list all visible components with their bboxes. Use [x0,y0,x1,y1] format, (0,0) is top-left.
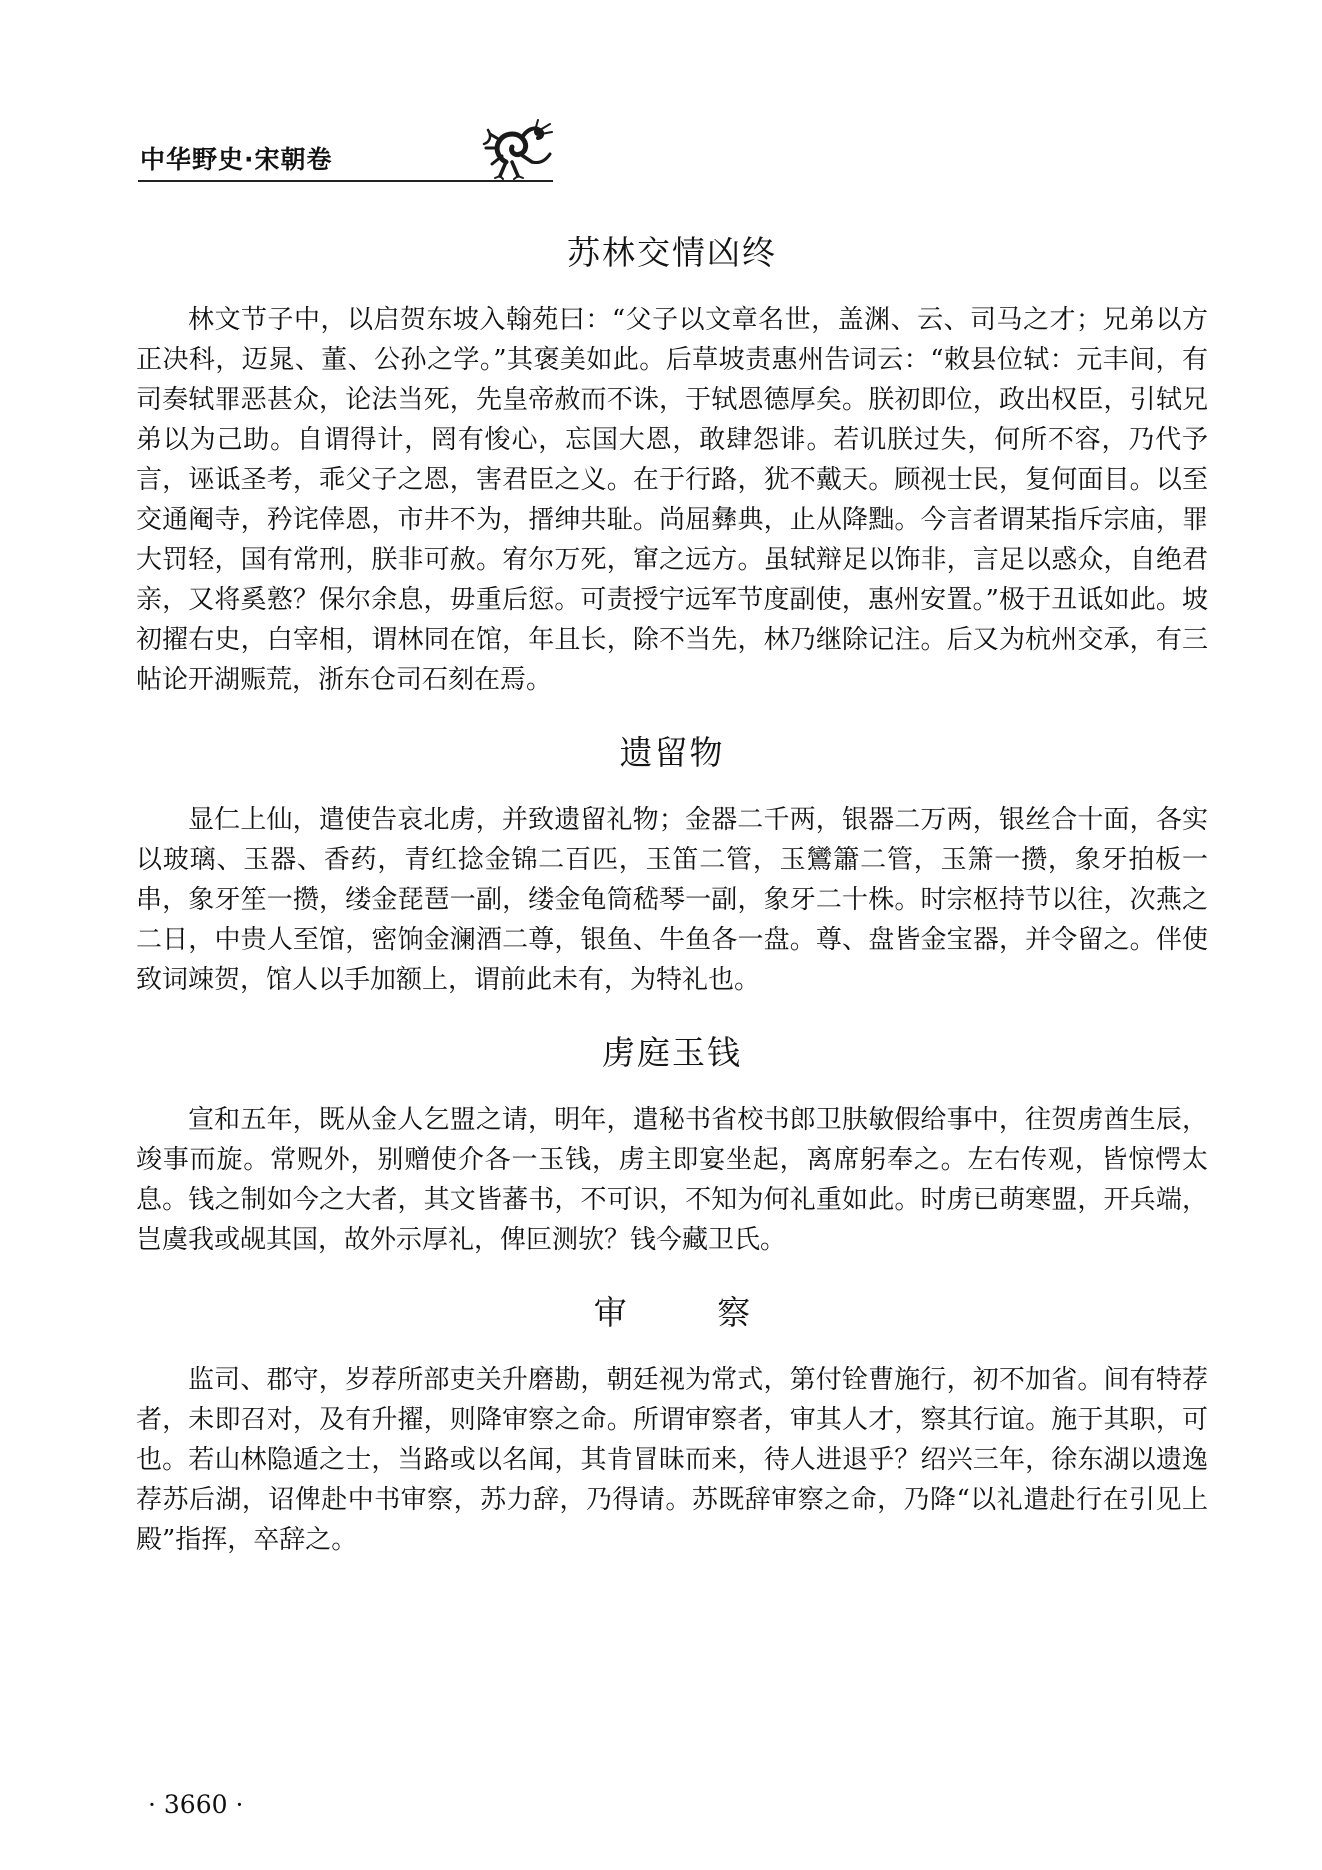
section-title: 遗留物 [619,733,725,772]
section-title: 虏庭玉钱 [602,1033,742,1072]
section-paragraph: 监司、郡守，岁荐所部吏关升磨勘，朝廷视为常式，第付铨曹施行，初不加省。间有特荐者，未即召对，及有升擢，则降审察之命。所谓审察者，审其人才，察其行谊。施于其职，可也。若山林隐遁之士，当路或以名闻，其肯冒昧而来，待人进退乎？绍兴三年，徐东湖以遗逸荐苏后湖，诏俾赴中书审察，苏力辞，乃得请。苏既辞审察之命，乃降“以礼遣赴行在引见上殿”指挥，卒辞之。 [136,1365,1208,1555]
section-paragraph: 宣和五年，既从金人乞盟之请，明年，遣秘书省校书郎卫肤敏假给事中，往贺虏酋生辰，竣事而旋。常贶外，别赠使介各一玉钱，虏主即宴坐起，离席躬奉之。左右传观，皆惊愕太息。钱之制如今之大者，其文皆蕃书，不可识，不知为何礼重如此。时虏已萌寒盟，开兵端，岂虞我或觇其国，故外示厚礼，俾叵测欤？钱今藏卫氏。 [136,1105,1208,1255]
section-paragraph: 显仁上仙，遣使告哀北虏，并致遗留礼物；金器二千两，银器二万两，银丝合十面，各实以玻璃、玉器、香药，青红捻金锦二百匹，玉笛二管，玉鸞簫二管，玉箫一攒，象牙拍板一串，象牙笙一攒，缕金琵琶一副，缕金龟筒嵇琴一副，象牙二十株。时宗枢持节以往，次燕之二日，中贵人至馆，密饷金澜酒二尊，银鱼、牛鱼各一盘。尊、盘皆金宝器，并令留之。伴使致词竦贺，馆人以手加额上，谓前此未有，为特礼也。 [136,805,1208,995]
section-title: 苏林交情凶终 [567,233,777,272]
section [136,1288,1208,1560]
section [136,728,1208,1000]
page-header [138,118,658,188]
section-paragraph: 林文节子中，以启贺东坡入翰苑曰：“父子以文章名世，盖渊、云、司马之才；兄弟以方正决科，迈晁、董、公孙之学。”其褒美如此。后草坡责惠州告词云：“敕县位轼：元丰间，有司奏轼罪恶甚众，论法当死，先皇帝赦而不诛，于轼恩德厚矣。朕初即位，政出权臣，引轼兄弟以为己助。自谓得计，罔有悛心，忘国大恩，敢肆怨诽。若讥朕过失，何所不容，乃代予言，诬诋圣考，乖父子之恩，害君臣之义。在于行路，犹不戴天。顾视士民，复何面目。以至交通阉寺，矜诧倖恩，市井不为，搢绅共耻。尚屈彝典，止从降黜。今言者谓某指斥宗庙，罪大罚轻，国有常刑，朕非可赦。宥尔万死，窜之远方。虽轼辩足以饰非，言足以惑众，自绝君亲，又将奚憝？保尔余息，毋重后愆。可责授宁远军节度副使，惠州安置。”极于丑诋如此。坡初擢右史，白宰相，谓林同在馆，年且长，除不当先，林乃继除记注。后又为杭州交承，有三帖论开湖赈荒，浙东仓司石刻在焉。 [136,305,1208,695]
section [136,228,1208,700]
dragon-icon [478,118,558,180]
page-number: · 3660 · [148,1790,244,1819]
main-content [136,228,1208,1588]
section [136,1028,1208,1260]
book-title: 中华野史·宋朝卷 [140,145,333,174]
header-rule [138,180,553,182]
section-title: 审 察 [593,1293,791,1332]
